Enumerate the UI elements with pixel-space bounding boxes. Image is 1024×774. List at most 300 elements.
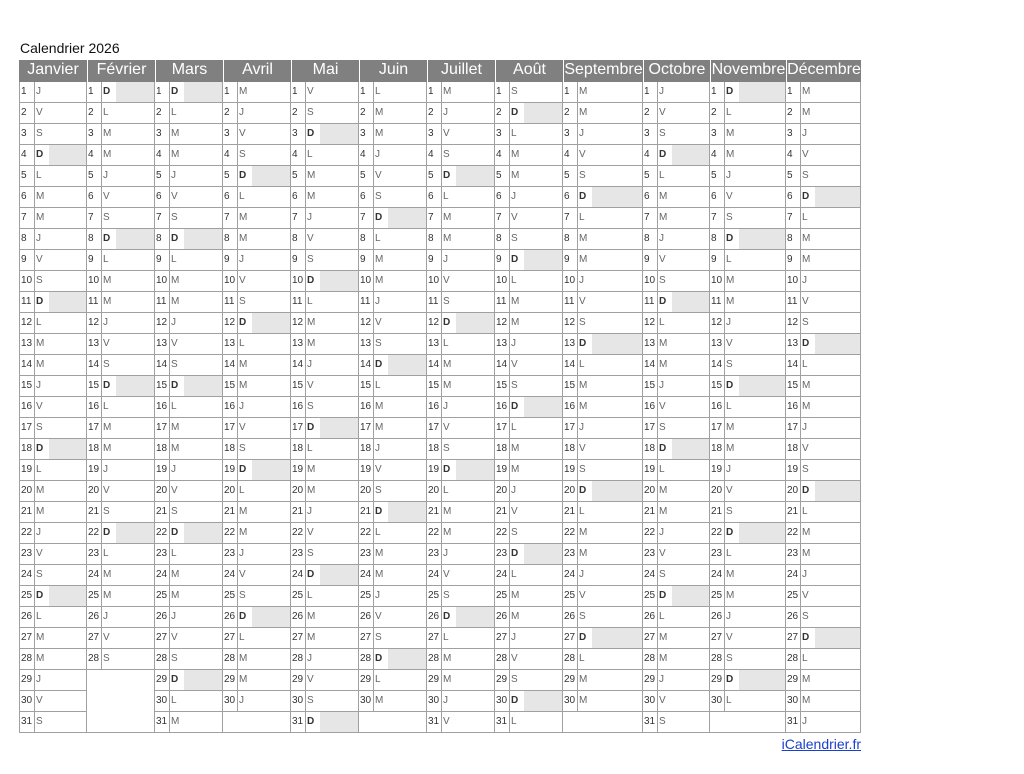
day-cell <box>563 544 643 565</box>
weekday-letter: L <box>802 653 808 664</box>
day-notes-area <box>456 292 494 312</box>
day-number: 19 <box>710 460 725 480</box>
weekday-letter: J <box>443 107 448 118</box>
day-cell <box>359 355 427 376</box>
day-number: 25 <box>155 586 170 606</box>
day-number: 23 <box>359 544 374 564</box>
day-cell <box>643 439 710 460</box>
day-notes-area <box>116 502 154 522</box>
weekday-letter: S <box>659 422 666 433</box>
weekday-letter: D <box>726 527 734 538</box>
weekday-letter: J <box>443 401 448 412</box>
weekday-letter: M <box>307 338 316 349</box>
day-notes-area <box>320 628 358 648</box>
day-number: 6 <box>786 187 801 207</box>
day-number: 8 <box>710 229 725 249</box>
day-notes-area <box>49 649 86 669</box>
month-header: Juin <box>359 60 427 82</box>
day-number: 11 <box>223 292 238 312</box>
sunday-shading <box>739 523 785 543</box>
day-cell <box>223 313 291 334</box>
day-cell <box>495 502 563 523</box>
day-number: 27 <box>291 628 306 648</box>
day-number: 31 <box>20 712 35 732</box>
weekday-letter: V <box>443 128 450 139</box>
day-number: 31 <box>291 712 306 732</box>
day-notes-area <box>524 82 562 102</box>
day-number: 21 <box>155 502 170 522</box>
day-number: 14 <box>427 355 442 375</box>
day-cell <box>155 670 223 691</box>
day-number: 30 <box>495 691 510 711</box>
weekday-letter: S <box>802 611 809 622</box>
day-cell <box>155 418 223 439</box>
day-notes-area <box>592 313 642 333</box>
day-number: 12 <box>710 313 725 333</box>
day-cell <box>427 187 495 208</box>
weekday-letter: V <box>307 674 314 685</box>
day-notes-area <box>739 145 785 165</box>
day-number: 17 <box>710 418 725 438</box>
day-number: 29 <box>495 670 510 690</box>
day-number: 3 <box>359 124 374 144</box>
weekday-letter: S <box>36 275 43 286</box>
weekday-letter: M <box>239 212 248 223</box>
day-notes-area <box>739 418 785 438</box>
day-number: 22 <box>563 523 578 543</box>
day-cell <box>19 292 87 313</box>
weekday-letter: L <box>171 548 177 559</box>
day-notes-area <box>184 586 222 606</box>
day-notes-area <box>672 271 709 291</box>
weekday-letter: S <box>36 716 43 727</box>
day-number: 2 <box>359 103 374 123</box>
weekday-letter: J <box>726 170 731 181</box>
day-cell <box>427 565 495 586</box>
day-number: 23 <box>710 544 725 564</box>
day-cell <box>155 376 223 397</box>
day-cell <box>87 397 155 418</box>
weekday-letter: J <box>375 443 380 454</box>
source-link[interactable]: iCalendrier.fr <box>781 736 861 752</box>
day-cell <box>155 82 223 103</box>
day-notes-area <box>456 376 494 396</box>
day-cell <box>710 418 786 439</box>
weekday-letter: S <box>375 632 382 643</box>
day-number: 26 <box>710 607 725 627</box>
day-notes-area <box>184 565 222 585</box>
sunday-shading <box>116 229 154 249</box>
weekday-letter: J <box>511 485 516 496</box>
day-notes-area <box>815 712 860 732</box>
day-notes-area <box>388 418 426 438</box>
day-notes-area <box>592 586 642 606</box>
day-notes-area <box>524 649 562 669</box>
day-number: 29 <box>291 670 306 690</box>
day-cell <box>427 82 495 103</box>
day-cell <box>786 334 861 355</box>
day-number: 4 <box>291 145 306 165</box>
day-cell <box>87 376 155 397</box>
weekday-letter: J <box>239 695 244 706</box>
day-cell <box>495 628 563 649</box>
day-cell <box>87 481 155 502</box>
weekday-letter: V <box>511 359 518 370</box>
weekday-letter: M <box>659 653 668 664</box>
day-notes-area <box>184 166 222 186</box>
weekday-letter: L <box>375 380 381 391</box>
day-cell <box>223 355 291 376</box>
day-cell <box>643 649 710 670</box>
day-number: 10 <box>495 271 510 291</box>
day-cell <box>359 607 427 628</box>
day-cell <box>786 523 861 544</box>
day-number: 9 <box>643 250 658 270</box>
day-cell <box>563 376 643 397</box>
weekday-letter: D <box>511 254 519 265</box>
day-cell <box>495 313 563 334</box>
day-notes-area <box>320 82 358 102</box>
weekday-letter: L <box>36 170 42 181</box>
day-cell <box>155 565 223 586</box>
day-number: 19 <box>291 460 306 480</box>
weekday-letter: M <box>726 275 735 286</box>
weekday-letter: L <box>511 716 517 727</box>
day-cell <box>563 397 643 418</box>
day-number: 16 <box>786 397 801 417</box>
day-notes-area <box>252 376 290 396</box>
day-number: 27 <box>155 628 170 648</box>
weekday-letter: M <box>511 464 520 475</box>
day-cell <box>710 565 786 586</box>
day-number: 13 <box>563 334 578 354</box>
day-notes-area <box>592 82 642 102</box>
day-notes-area <box>815 355 860 375</box>
day-number: 28 <box>20 649 35 669</box>
day-cell <box>563 229 643 250</box>
day-cell <box>155 397 223 418</box>
day-cell <box>710 397 786 418</box>
day-number: 12 <box>786 313 801 333</box>
day-cell <box>710 523 786 544</box>
weekday-letter: M <box>103 149 112 160</box>
day-number: 10 <box>427 271 442 291</box>
weekday-letter: J <box>171 611 176 622</box>
weekday-letter: M <box>726 296 735 307</box>
day-cell <box>291 82 359 103</box>
day-number: 7 <box>495 208 510 228</box>
day-cell <box>786 649 861 670</box>
weekday-letter: J <box>239 548 244 559</box>
sunday-shading <box>320 712 358 732</box>
weekday-letter: S <box>103 359 110 370</box>
day-notes-area <box>320 544 358 564</box>
weekday-letter: J <box>659 233 664 244</box>
weekday-letter: S <box>103 653 110 664</box>
day-notes-area <box>592 124 642 144</box>
weekday-letter: M <box>511 611 520 622</box>
day-cell <box>223 544 291 565</box>
day-number: 26 <box>155 607 170 627</box>
sunday-shading <box>388 208 426 228</box>
day-number: 19 <box>155 460 170 480</box>
day-cell <box>563 691 643 712</box>
day-notes-area <box>739 565 785 585</box>
day-cell <box>359 460 427 481</box>
weekday-letter: D <box>307 275 315 286</box>
weekday-letter: S <box>307 401 314 412</box>
weekday-letter: M <box>375 422 384 433</box>
day-cell <box>291 712 359 733</box>
day-cell <box>87 544 155 565</box>
day-cell <box>495 418 563 439</box>
weekday-letter: L <box>307 443 313 454</box>
day-number: 2 <box>87 103 102 123</box>
day-number: 26 <box>786 607 801 627</box>
day-number: 14 <box>359 355 374 375</box>
weekday-letter: L <box>802 359 808 370</box>
sunday-shading <box>672 439 709 459</box>
day-number: 19 <box>643 460 658 480</box>
day-notes-area <box>815 565 860 585</box>
day-notes-area <box>320 523 358 543</box>
day-number: 5 <box>495 166 510 186</box>
weekday-letter: D <box>307 716 315 727</box>
day-cell <box>291 271 359 292</box>
weekday-letter: S <box>511 86 518 97</box>
day-notes-area <box>184 271 222 291</box>
day-notes-area <box>672 691 709 711</box>
sunday-shading <box>524 250 562 270</box>
sunday-shading <box>592 628 642 648</box>
day-notes-area <box>815 292 860 312</box>
day-cell <box>359 397 427 418</box>
weekday-letter: M <box>103 443 112 454</box>
day-cell <box>155 313 223 334</box>
weekday-letter: M <box>511 317 520 328</box>
day-notes-area <box>672 397 709 417</box>
weekday-letter: L <box>171 401 177 412</box>
weekday-letter: S <box>307 548 314 559</box>
day-cell <box>643 565 710 586</box>
day-notes-area <box>116 271 154 291</box>
day-notes-area <box>388 691 426 711</box>
weekday-letter: M <box>375 275 384 286</box>
weekday-letter: S <box>659 716 666 727</box>
weekday-letter: S <box>375 485 382 496</box>
day-cell <box>563 250 643 271</box>
day-number: 5 <box>87 166 102 186</box>
day-cell <box>786 292 861 313</box>
day-notes-area <box>672 523 709 543</box>
day-cell <box>643 271 710 292</box>
weekday-letter: D <box>375 212 383 223</box>
weekday-letter: V <box>375 317 382 328</box>
day-cell <box>495 649 563 670</box>
day-notes-area <box>49 124 86 144</box>
day-notes-area <box>388 670 426 690</box>
weekday-letter: V <box>36 254 43 265</box>
day-notes-area <box>252 628 290 648</box>
day-notes-area <box>815 271 860 291</box>
day-cell <box>19 145 87 166</box>
day-notes-area <box>739 103 785 123</box>
day-cell <box>427 523 495 544</box>
weekday-letter: S <box>239 296 246 307</box>
day-notes-area <box>456 187 494 207</box>
day-number: 9 <box>786 250 801 270</box>
day-number: 8 <box>495 229 510 249</box>
day-cell <box>427 628 495 649</box>
day-number: 30 <box>223 691 238 711</box>
day-notes-area <box>739 397 785 417</box>
day-notes-area <box>524 586 562 606</box>
day-notes-area <box>49 82 86 102</box>
day-number: 10 <box>710 271 725 291</box>
weekday-letter: V <box>659 548 666 559</box>
day-number: 13 <box>643 334 658 354</box>
day-cell <box>19 565 87 586</box>
weekday-letter: V <box>103 485 110 496</box>
day-cell <box>19 607 87 628</box>
day-cell <box>359 124 427 145</box>
weekday-letter: D <box>443 611 451 622</box>
weekday-letter: M <box>307 191 316 202</box>
weekday-letter: M <box>103 590 112 601</box>
day-cell <box>359 334 427 355</box>
sunday-shading <box>184 670 222 690</box>
day-number: 13 <box>786 334 801 354</box>
day-number: 7 <box>359 208 374 228</box>
day-number: 14 <box>495 355 510 375</box>
weekday-letter: D <box>239 464 247 475</box>
sunday-shading <box>456 166 494 186</box>
weekday-letter: M <box>36 338 45 349</box>
day-number: 8 <box>359 229 374 249</box>
sunday-shading <box>739 82 785 102</box>
weekday-letter: M <box>659 506 668 517</box>
day-number: 13 <box>291 334 306 354</box>
weekday-letter: M <box>36 653 45 664</box>
weekday-letter: M <box>239 380 248 391</box>
day-number: 17 <box>155 418 170 438</box>
day-notes-area <box>815 439 860 459</box>
weekday-letter: M <box>171 716 180 727</box>
day-notes-area <box>739 607 785 627</box>
day-cell <box>786 397 861 418</box>
day-cell <box>19 229 87 250</box>
day-number: 27 <box>359 628 374 648</box>
day-notes-area <box>672 670 709 690</box>
month-header: Janvier <box>19 60 87 82</box>
day-cell <box>495 166 563 187</box>
weekday-letter: J <box>307 359 312 370</box>
day-cell <box>643 628 710 649</box>
month-header: Février <box>87 60 155 82</box>
day-number: 11 <box>291 292 306 312</box>
day-cell <box>643 313 710 334</box>
day-number: 24 <box>427 565 442 585</box>
day-cell <box>786 82 861 103</box>
sunday-shading <box>252 460 290 480</box>
day-notes-area <box>592 439 642 459</box>
weekday-letter: M <box>659 212 668 223</box>
day-number: 19 <box>563 460 578 480</box>
day-cell <box>359 103 427 124</box>
day-number: 26 <box>20 607 35 627</box>
weekday-letter: V <box>802 590 809 601</box>
day-number: 4 <box>359 145 374 165</box>
day-cell <box>223 565 291 586</box>
day-cell <box>359 376 427 397</box>
day-number: 23 <box>20 544 35 564</box>
day-notes-area <box>320 502 358 522</box>
weekday-letter: J <box>36 527 41 538</box>
day-number: 16 <box>495 397 510 417</box>
day-number: 5 <box>643 166 658 186</box>
day-notes-area <box>592 691 642 711</box>
weekday-letter: M <box>579 107 588 118</box>
day-number: 5 <box>563 166 578 186</box>
weekday-letter: M <box>375 107 384 118</box>
day-notes-area <box>672 187 709 207</box>
day-notes-area <box>524 460 562 480</box>
weekday-letter: M <box>171 275 180 286</box>
sunday-shading <box>524 397 562 417</box>
day-notes-area <box>815 124 860 144</box>
day-notes-area <box>739 250 785 270</box>
day-cell <box>563 187 643 208</box>
day-number: 19 <box>223 460 238 480</box>
day-number: 14 <box>291 355 306 375</box>
day-cell <box>643 187 710 208</box>
day-cell <box>87 355 155 376</box>
day-number: 9 <box>495 250 510 270</box>
day-cell <box>786 712 861 733</box>
day-notes-area <box>524 313 562 333</box>
day-cell <box>291 523 359 544</box>
weekday-letter: V <box>375 170 382 181</box>
day-cell <box>359 670 427 691</box>
weekday-letter: J <box>579 128 584 139</box>
day-cell <box>155 187 223 208</box>
weekday-letter: J <box>579 569 584 580</box>
weekday-letter: L <box>802 212 808 223</box>
day-cell <box>563 460 643 481</box>
weekday-letter: L <box>659 611 665 622</box>
day-cell <box>223 460 291 481</box>
day-number: 28 <box>155 649 170 669</box>
day-number: 27 <box>20 628 35 648</box>
weekday-letter: L <box>726 107 732 118</box>
day-notes-area <box>456 208 494 228</box>
weekday-letter: J <box>36 674 41 685</box>
day-cell <box>786 628 861 649</box>
day-cell <box>359 544 427 565</box>
day-number: 5 <box>20 166 35 186</box>
day-number: 18 <box>427 439 442 459</box>
day-number: 24 <box>786 565 801 585</box>
day-notes-area <box>184 628 222 648</box>
day-number: 24 <box>495 565 510 585</box>
day-notes-area <box>320 187 358 207</box>
weekday-letter: M <box>443 359 452 370</box>
day-notes-area <box>524 124 562 144</box>
day-cell <box>427 481 495 502</box>
day-notes-area <box>739 481 785 501</box>
weekday-letter: M <box>802 380 811 391</box>
day-notes-area <box>184 334 222 354</box>
